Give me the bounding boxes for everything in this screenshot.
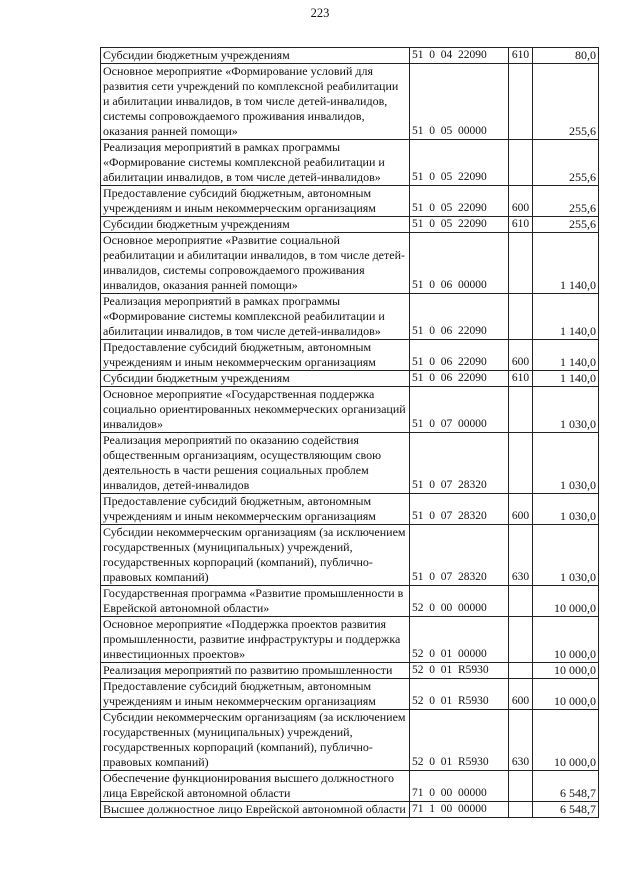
row-vr-cell xyxy=(509,387,533,433)
row-vr-cell xyxy=(509,233,533,294)
row-name-cell: Субсидии некоммерческим организациям (за исключением государственных (муниципальных) учреждений, государственных корпораций (компаний), публично-правовых компаний) xyxy=(101,525,410,586)
row-name-cell: Предоставление субсидий бюджетным, автономным учреждениям и иным некоммерческим организациям xyxy=(101,679,410,710)
row-vr-cell xyxy=(509,771,533,802)
row-code-cell: 51 0 07 00000 xyxy=(410,387,509,433)
row-code-cell: 51 0 05 22090 xyxy=(410,217,509,233)
budget-table xyxy=(100,47,599,818)
table-row xyxy=(101,48,599,64)
row-vr-cell: 600 xyxy=(509,679,533,710)
table-row xyxy=(101,64,599,140)
row-name-cell: Реализация мероприятий по оказанию содействия общественным организациям, осуществляющим свою деятельность в части решения социальных проблем инвалидов, детей-инвалидов xyxy=(101,433,410,494)
row-code-cell: 52 0 00 00000 xyxy=(410,586,509,617)
row-code-cell: 51 0 04 22090 xyxy=(410,48,509,64)
row-vr-cell: 610 xyxy=(509,48,533,64)
row-name-cell: Основное мероприятие «Формирование условий для развития сети учреждений по комплексной реабилитации и абилитации инвалидов, в том числе детей-инвалидов, системы сопровождаемого проживания инвалидов, оказания ранней помощи» xyxy=(101,64,410,140)
row-vr-cell xyxy=(509,433,533,494)
table-row xyxy=(101,617,599,663)
row-sum-cell: 6 548,7 xyxy=(533,802,599,818)
row-name-cell: Предоставление субсидий бюджетным, автономным учреждениям и иным некоммерческим организациям xyxy=(101,494,410,525)
row-name-cell: Обеспечение функционирования высшего должностного лица Еврейской автономной области xyxy=(101,771,410,802)
row-name-cell: Субсидии бюджетным учреждениям xyxy=(101,48,410,64)
row-vr-cell: 600 xyxy=(509,186,533,217)
row-sum-cell: 1 140,0 xyxy=(533,294,599,340)
table-row xyxy=(101,525,599,586)
row-name-cell: Субсидии бюджетным учреждениям xyxy=(101,371,410,387)
row-sum-cell: 10 000,0 xyxy=(533,663,599,679)
row-code-cell: 51 0 07 28320 xyxy=(410,525,509,586)
row-vr-cell xyxy=(509,294,533,340)
row-sum-cell: 10 000,0 xyxy=(533,710,599,771)
table-row xyxy=(101,663,599,679)
row-name-cell: Субсидии некоммерческим организациям (за исключением государственных (муниципальных) учреждений, государственных корпораций (компаний), публично-правовых компаний) xyxy=(101,710,410,771)
row-code-cell: 51 0 06 00000 xyxy=(410,233,509,294)
row-vr-cell: 630 xyxy=(509,710,533,771)
table-row xyxy=(101,371,599,387)
row-sum-cell: 1 140,0 xyxy=(533,340,599,371)
row-name-cell: Реализация мероприятий в рамках программы «Формирование системы комплексной реабилитации и абилитации инвалидов, в том числе детей-инвалидов» xyxy=(101,294,410,340)
row-vr-cell: 610 xyxy=(509,217,533,233)
row-sum-cell: 1 140,0 xyxy=(533,371,599,387)
row-code-cell: 71 1 00 00000 xyxy=(410,802,509,818)
table-row xyxy=(101,233,599,294)
table-row xyxy=(101,340,599,371)
row-sum-cell: 255,6 xyxy=(533,217,599,233)
row-vr-cell xyxy=(509,802,533,818)
row-code-cell: 52 0 01 R5930 xyxy=(410,663,509,679)
row-sum-cell: 1 030,0 xyxy=(533,494,599,525)
table-row xyxy=(101,140,599,186)
table-row xyxy=(101,217,599,233)
row-name-cell: Реализация мероприятий в рамках программы «Формирование системы комплексной реабилитации и абилитации инвалидов, в том числе детей-инвалидов» xyxy=(101,140,410,186)
table-row xyxy=(101,802,599,818)
row-code-cell: 52 0 01 R5930 xyxy=(410,710,509,771)
row-vr-cell: 610 xyxy=(509,371,533,387)
table-row xyxy=(101,771,599,802)
row-sum-cell: 10 000,0 xyxy=(533,679,599,710)
table-row xyxy=(101,679,599,710)
row-name-cell: Предоставление субсидий бюджетным, автономным учреждениям и иным некоммерческим организациям xyxy=(101,340,410,371)
table-row xyxy=(101,294,599,340)
row-vr-cell xyxy=(509,140,533,186)
row-code-cell: 51 0 06 22090 xyxy=(410,371,509,387)
row-sum-cell: 1 030,0 xyxy=(533,525,599,586)
row-code-cell: 51 0 07 28320 xyxy=(410,433,509,494)
table-row xyxy=(101,494,599,525)
row-name-cell: Основное мероприятие «Поддержка проектов развития промышленности, развитие инфраструктуры и поддержка инвестиционных проектов» xyxy=(101,617,410,663)
row-code-cell: 51 0 06 22090 xyxy=(410,294,509,340)
row-sum-cell: 255,6 xyxy=(533,140,599,186)
row-code-cell: 52 0 01 R5930 xyxy=(410,679,509,710)
row-name-cell: Предоставление субсидий бюджетным, автономным учреждениям и иным некоммерческим организациям xyxy=(101,186,410,217)
row-vr-cell xyxy=(509,663,533,679)
row-vr-cell xyxy=(509,64,533,140)
page-number: 223 xyxy=(310,6,330,20)
row-name-cell: Государственная программа «Развитие промышленности в Еврейской автономной области» xyxy=(101,586,410,617)
row-code-cell: 51 0 07 28320 xyxy=(410,494,509,525)
row-sum-cell: 10 000,0 xyxy=(533,586,599,617)
row-code-cell: 51 0 05 22090 xyxy=(410,186,509,217)
row-sum-cell: 255,6 xyxy=(533,64,599,140)
table-row xyxy=(101,387,599,433)
row-name-cell: Высшее должностное лицо Еврейской автономной области xyxy=(101,802,410,818)
row-sum-cell: 10 000,0 xyxy=(533,617,599,663)
row-sum-cell: 6 548,7 xyxy=(533,771,599,802)
row-vr-cell: 600 xyxy=(509,494,533,525)
table-body xyxy=(101,48,599,818)
row-sum-cell: 255,6 xyxy=(533,186,599,217)
row-sum-cell: 1 140,0 xyxy=(533,233,599,294)
row-code-cell: 51 0 05 00000 xyxy=(410,64,509,140)
row-sum-cell: 1 030,0 xyxy=(533,433,599,494)
row-name-cell: Субсидии бюджетным учреждениям xyxy=(101,217,410,233)
table-row xyxy=(101,710,599,771)
row-vr-cell: 600 xyxy=(509,340,533,371)
row-vr-cell: 630 xyxy=(509,525,533,586)
row-vr-cell xyxy=(509,617,533,663)
row-vr-cell xyxy=(509,586,533,617)
row-code-cell: 51 0 06 22090 xyxy=(410,340,509,371)
row-name-cell: Основное мероприятие «Государственная поддержка социально ориентированных некоммерческих организаций инвалидов» xyxy=(101,387,410,433)
row-name-cell: Реализация мероприятий по развитию промышленности xyxy=(101,663,410,679)
row-code-cell: 52 0 01 00000 xyxy=(410,617,509,663)
table-row xyxy=(101,186,599,217)
row-sum-cell: 80,0 xyxy=(533,48,599,64)
table-row xyxy=(101,586,599,617)
table-row xyxy=(101,433,599,494)
row-code-cell: 51 0 05 22090 xyxy=(410,140,509,186)
row-name-cell: Основное мероприятие «Развитие социальной реабилитации и абилитации инвалидов, в том числе детей-инвалидов, системы сопровождаемого проживания инвалидов, оказания ранней помощи» xyxy=(101,233,410,294)
row-sum-cell: 1 030,0 xyxy=(533,387,599,433)
row-code-cell: 71 0 00 00000 xyxy=(410,771,509,802)
